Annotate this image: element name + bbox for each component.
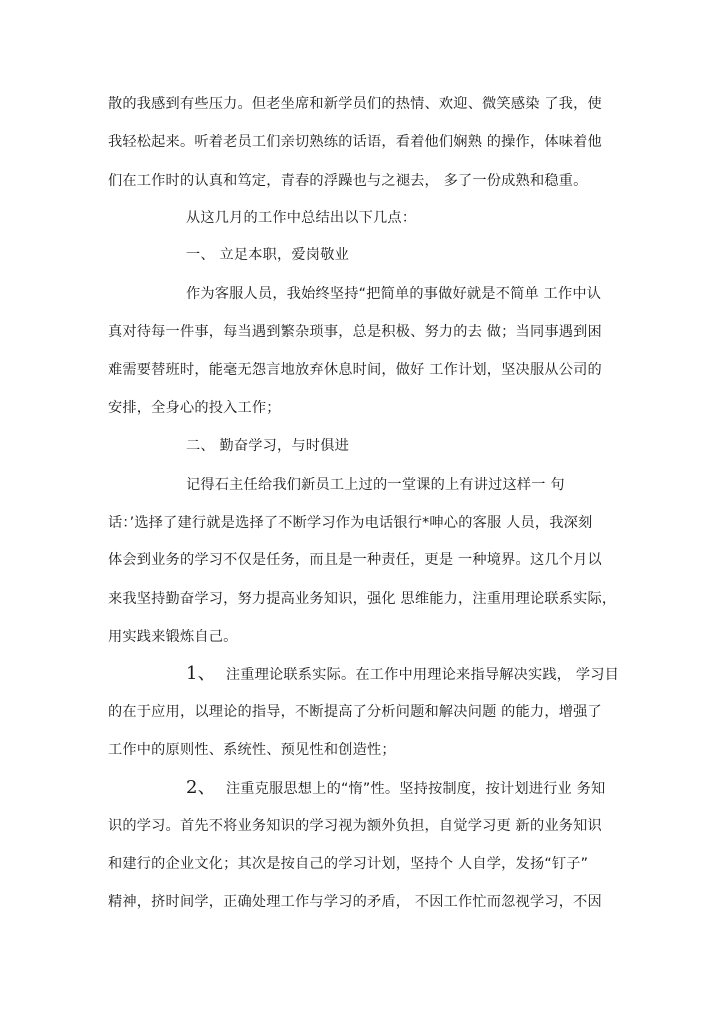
paragraph-line: 们在工作时的认真和笃定，青春的浮躁也与之褪去， 多了一份成熟和稳重。 — [108, 173, 588, 189]
paragraph-line: 作为客服人员，我始终坚持“把简单的事做好就是不简单 工作中认 — [186, 286, 602, 302]
paragraph-line: 难需要替班时，能毫无怨言地放弃休息时间，做好 工作计划，坚决服从公司的 — [108, 362, 602, 378]
paragraph-line: 记得石主任给我们新员工上过的一堂课的上有讲过这样一 句 — [186, 477, 565, 493]
paragraph-line: 用实践来锻炼自己。 — [108, 629, 238, 645]
paragraph-line: 安排，全身心的投入工作； — [108, 400, 281, 416]
section-intro: 从这几月的工作中总结出以下几点： — [186, 210, 417, 226]
paragraph-line: 我轻松起来。听着老员工们亲切熟练的话语，看着他们娴熟 的操作，体味着他 — [108, 134, 602, 150]
item-number: 2、 — [186, 777, 216, 798]
paragraph-line: 话：’选择了建行就是选择了不断学习作为电话银行*呻心的客服 人员，我深刻 — [108, 515, 593, 531]
paragraph-line: 和建行的企业文化；其次是按自己的学习计划，坚持个 人自学，发扬“钉子” — [108, 856, 589, 872]
paragraph-line: 识的学习。首先不将业务知识的学习视为额外负担，自觉学习更 新的业务知识 — [108, 818, 602, 834]
paragraph-line: 的在于应用，以理论的指导，不断提高了分析问题和解决问题 的能力，增强了 — [108, 704, 602, 720]
paragraph-line: 真对待每一件事，每当遇到繁杂琐事，总是积极、努力的去 做；当同事遇到困 — [108, 324, 602, 340]
section-heading-1: 一、 立足本职，爱岗敬业 — [186, 247, 349, 263]
paragraph-line: 来我坚持勤奋学习，努力提高业务知识，强化 思维能力，注重用理论联系实际， — [108, 591, 617, 607]
paragraph-line: 工作中的原则性、系统性、预见性和创造性； — [108, 742, 396, 758]
paragraph-line: 散的我感到有些压力。但老坐席和新学员们的热情、欢迎、微笑感染 了我，使 — [108, 96, 602, 112]
paragraph-line: 精神，挤时间学，正确处理工作与学习的矛盾， 不因工作忙而忽视学习，不因 — [108, 894, 602, 910]
numbered-item-1 — [186, 664, 619, 685]
item-text: 注重克服思想上的“惰”性。坚持按制度，按计划进行业 务知 — [225, 781, 606, 797]
item-text: 注重理论联系实际。在工作中用理论来指导解决实践， 学习目 — [225, 667, 620, 683]
paragraph-line: 体会到业务的学习不仅是任务，而且是一种责任，更是 一种境界。这几个月以 — [108, 552, 602, 568]
numbered-item-2 — [186, 778, 605, 799]
section-heading-2: 二、 勤奋学习，与时俱进 — [186, 438, 349, 454]
item-number: 1、 — [186, 663, 216, 684]
